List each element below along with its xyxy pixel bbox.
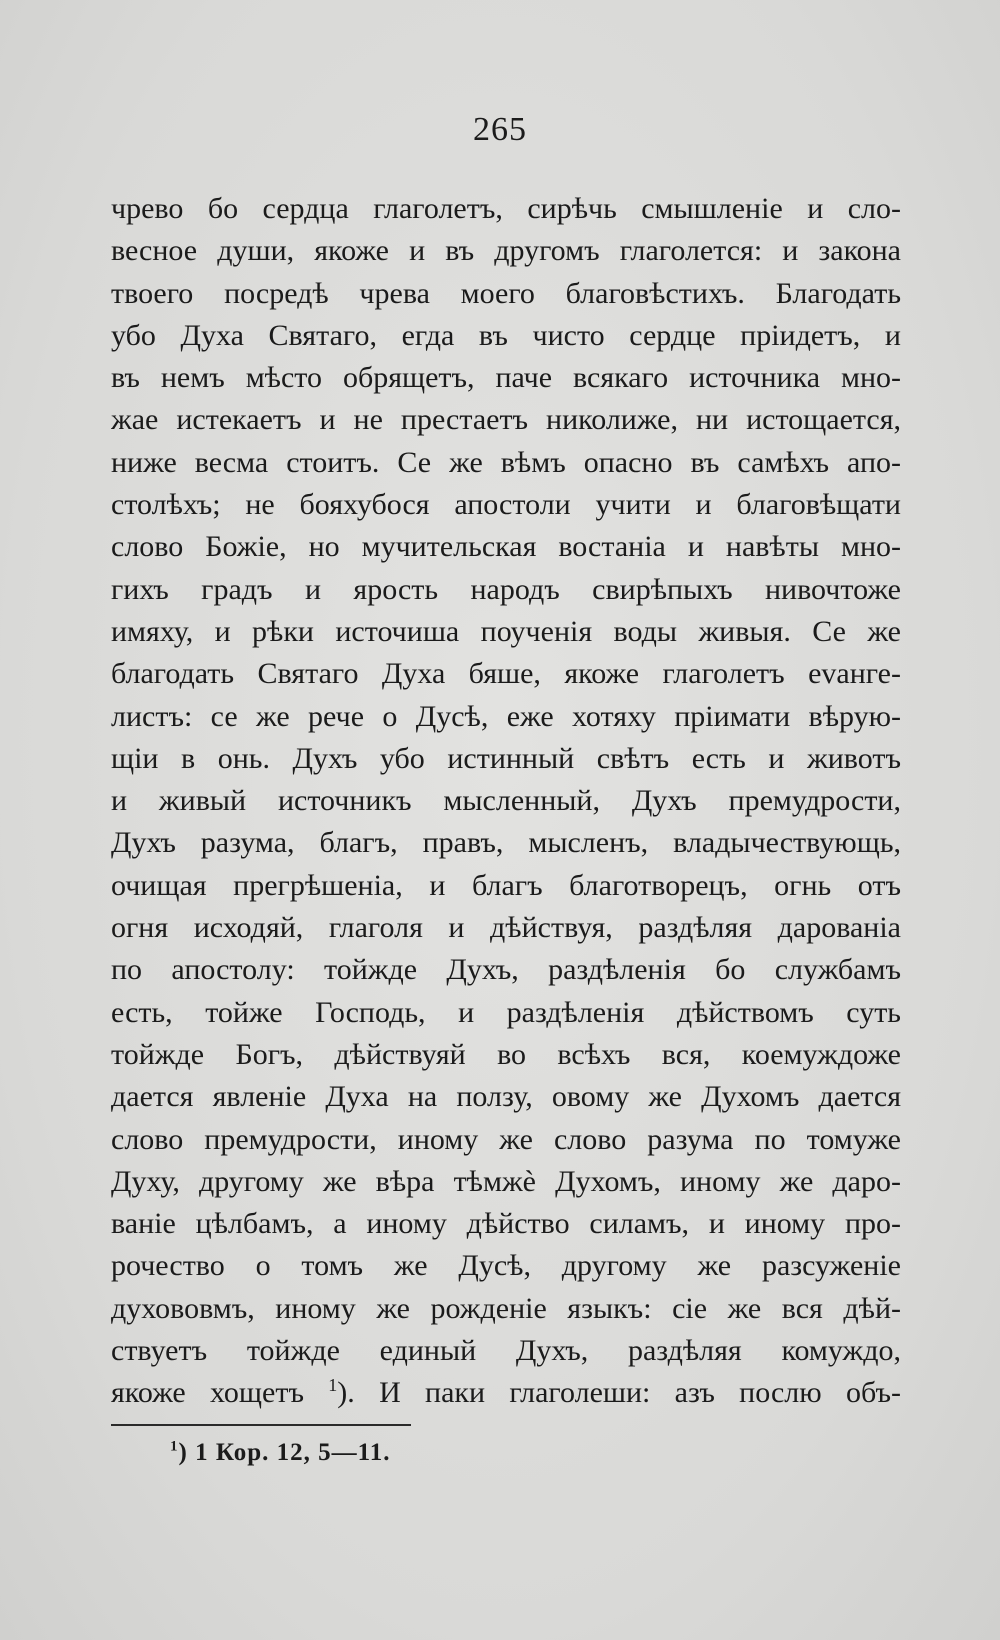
text-line: Духу, другому же вѣра тѣмжѐ Духомъ, иному же даро-	[111, 1164, 901, 1198]
text-line: рочество о томъ же Дусѣ, другому же разсуженіе	[111, 1249, 901, 1283]
text-line: по апостолу: тойжде Духъ, раздѣленія бо службамъ	[111, 953, 901, 987]
text-line: духововмъ, иному же рожденіе языкъ: сіе же вся дѣй-	[111, 1291, 901, 1325]
footnote-reference: 1	[328, 1375, 338, 1396]
text-line: столѣхъ; не бояхубося апостоли учити и благовѣщати	[111, 488, 901, 522]
text-line: дается явленіе Духа на ползу, овому же Духомъ дается	[111, 1080, 901, 1114]
text-line: и живый источникъ мысленный, Духъ премудрости,	[111, 784, 901, 818]
text-line: есть, тойже Господь, и раздѣленія дѣйствомъ суть	[111, 995, 901, 1029]
text-line: въ немъ мѣсто обрящетъ, паче всякаго источника мно-	[111, 361, 901, 395]
text-line: слово премудрости, иному же слово разума по томуже	[111, 1122, 901, 1156]
text-line: очищая прегрѣшеніа, и благъ благотворецъ, огнь отъ	[111, 868, 901, 902]
text-line: тойжде Богъ, дѣйствуяй во всѣхъ вся, коемуждоже	[111, 1037, 901, 1071]
text-line: слово Божіе, но мучительская востаніа и навѣты мно-	[111, 530, 901, 564]
text-line: жае истекаетъ и не престаетъ николиже, ни истощается,	[111, 403, 901, 437]
text-line: огня исходяй, глаголя и дѣйствуя, раздѣляя дарованіа	[111, 911, 901, 945]
text-line: весное души, якоже и въ другомъ глаголется: и закона	[111, 234, 901, 268]
footnote	[170, 1436, 390, 1470]
footnote-mark: 1	[170, 1438, 179, 1455]
text-line: чрево бо сердца глаголетъ, сирѣчь смышленіе и сло-	[111, 192, 901, 225]
text-line: убо Духа Святаго, егда въ чисто сердце пріидетъ, и	[111, 318, 901, 352]
text-segment: ). И паки глаголеши: азъ послю объ-	[337, 1376, 901, 1410]
footnote-text: ) 1 Кор. 12, 5—11.	[178, 1439, 391, 1466]
text-line: щіи в онь. Духъ убо истинный свѣтъ есть и животъ	[111, 741, 901, 775]
text-line: Духъ разума, благъ, правъ, мысленъ, владычествующь,	[111, 826, 901, 860]
text-line: благодать Святаго Духа бяше, якоже глаголетъ еvанге-	[111, 657, 901, 691]
text-line-with-footnote	[111, 1372, 901, 1414]
text-line: имяху, и рѣки источиша поученія воды живыя. Се же	[111, 614, 901, 648]
text-segment: якоже хощетъ	[111, 1376, 329, 1410]
text-line: твоего посредѣ чрева моего благовѣстихъ. Благодать	[111, 276, 901, 310]
text-line: гихъ градъ и ярость народъ свирѣпыхъ нивочтоже	[111, 572, 901, 606]
text-line: ваніе цѣлбамъ, а иному дѣйство силамъ, и иному про-	[111, 1207, 901, 1241]
footnote-divider	[111, 1424, 411, 1426]
body-text	[111, 188, 901, 1415]
text-line: ствуетъ тойжде единый Духъ, раздѣляя комуждо,	[111, 1334, 901, 1368]
text-line: ниже весма стоитъ. Се же вѣмъ опасно въ самѣхъ апо-	[111, 445, 901, 479]
text-line: листъ: се же рече о Дусѣ, еже хотяху пріимати вѣрую-	[111, 699, 901, 733]
page-number: 265	[473, 111, 527, 148]
